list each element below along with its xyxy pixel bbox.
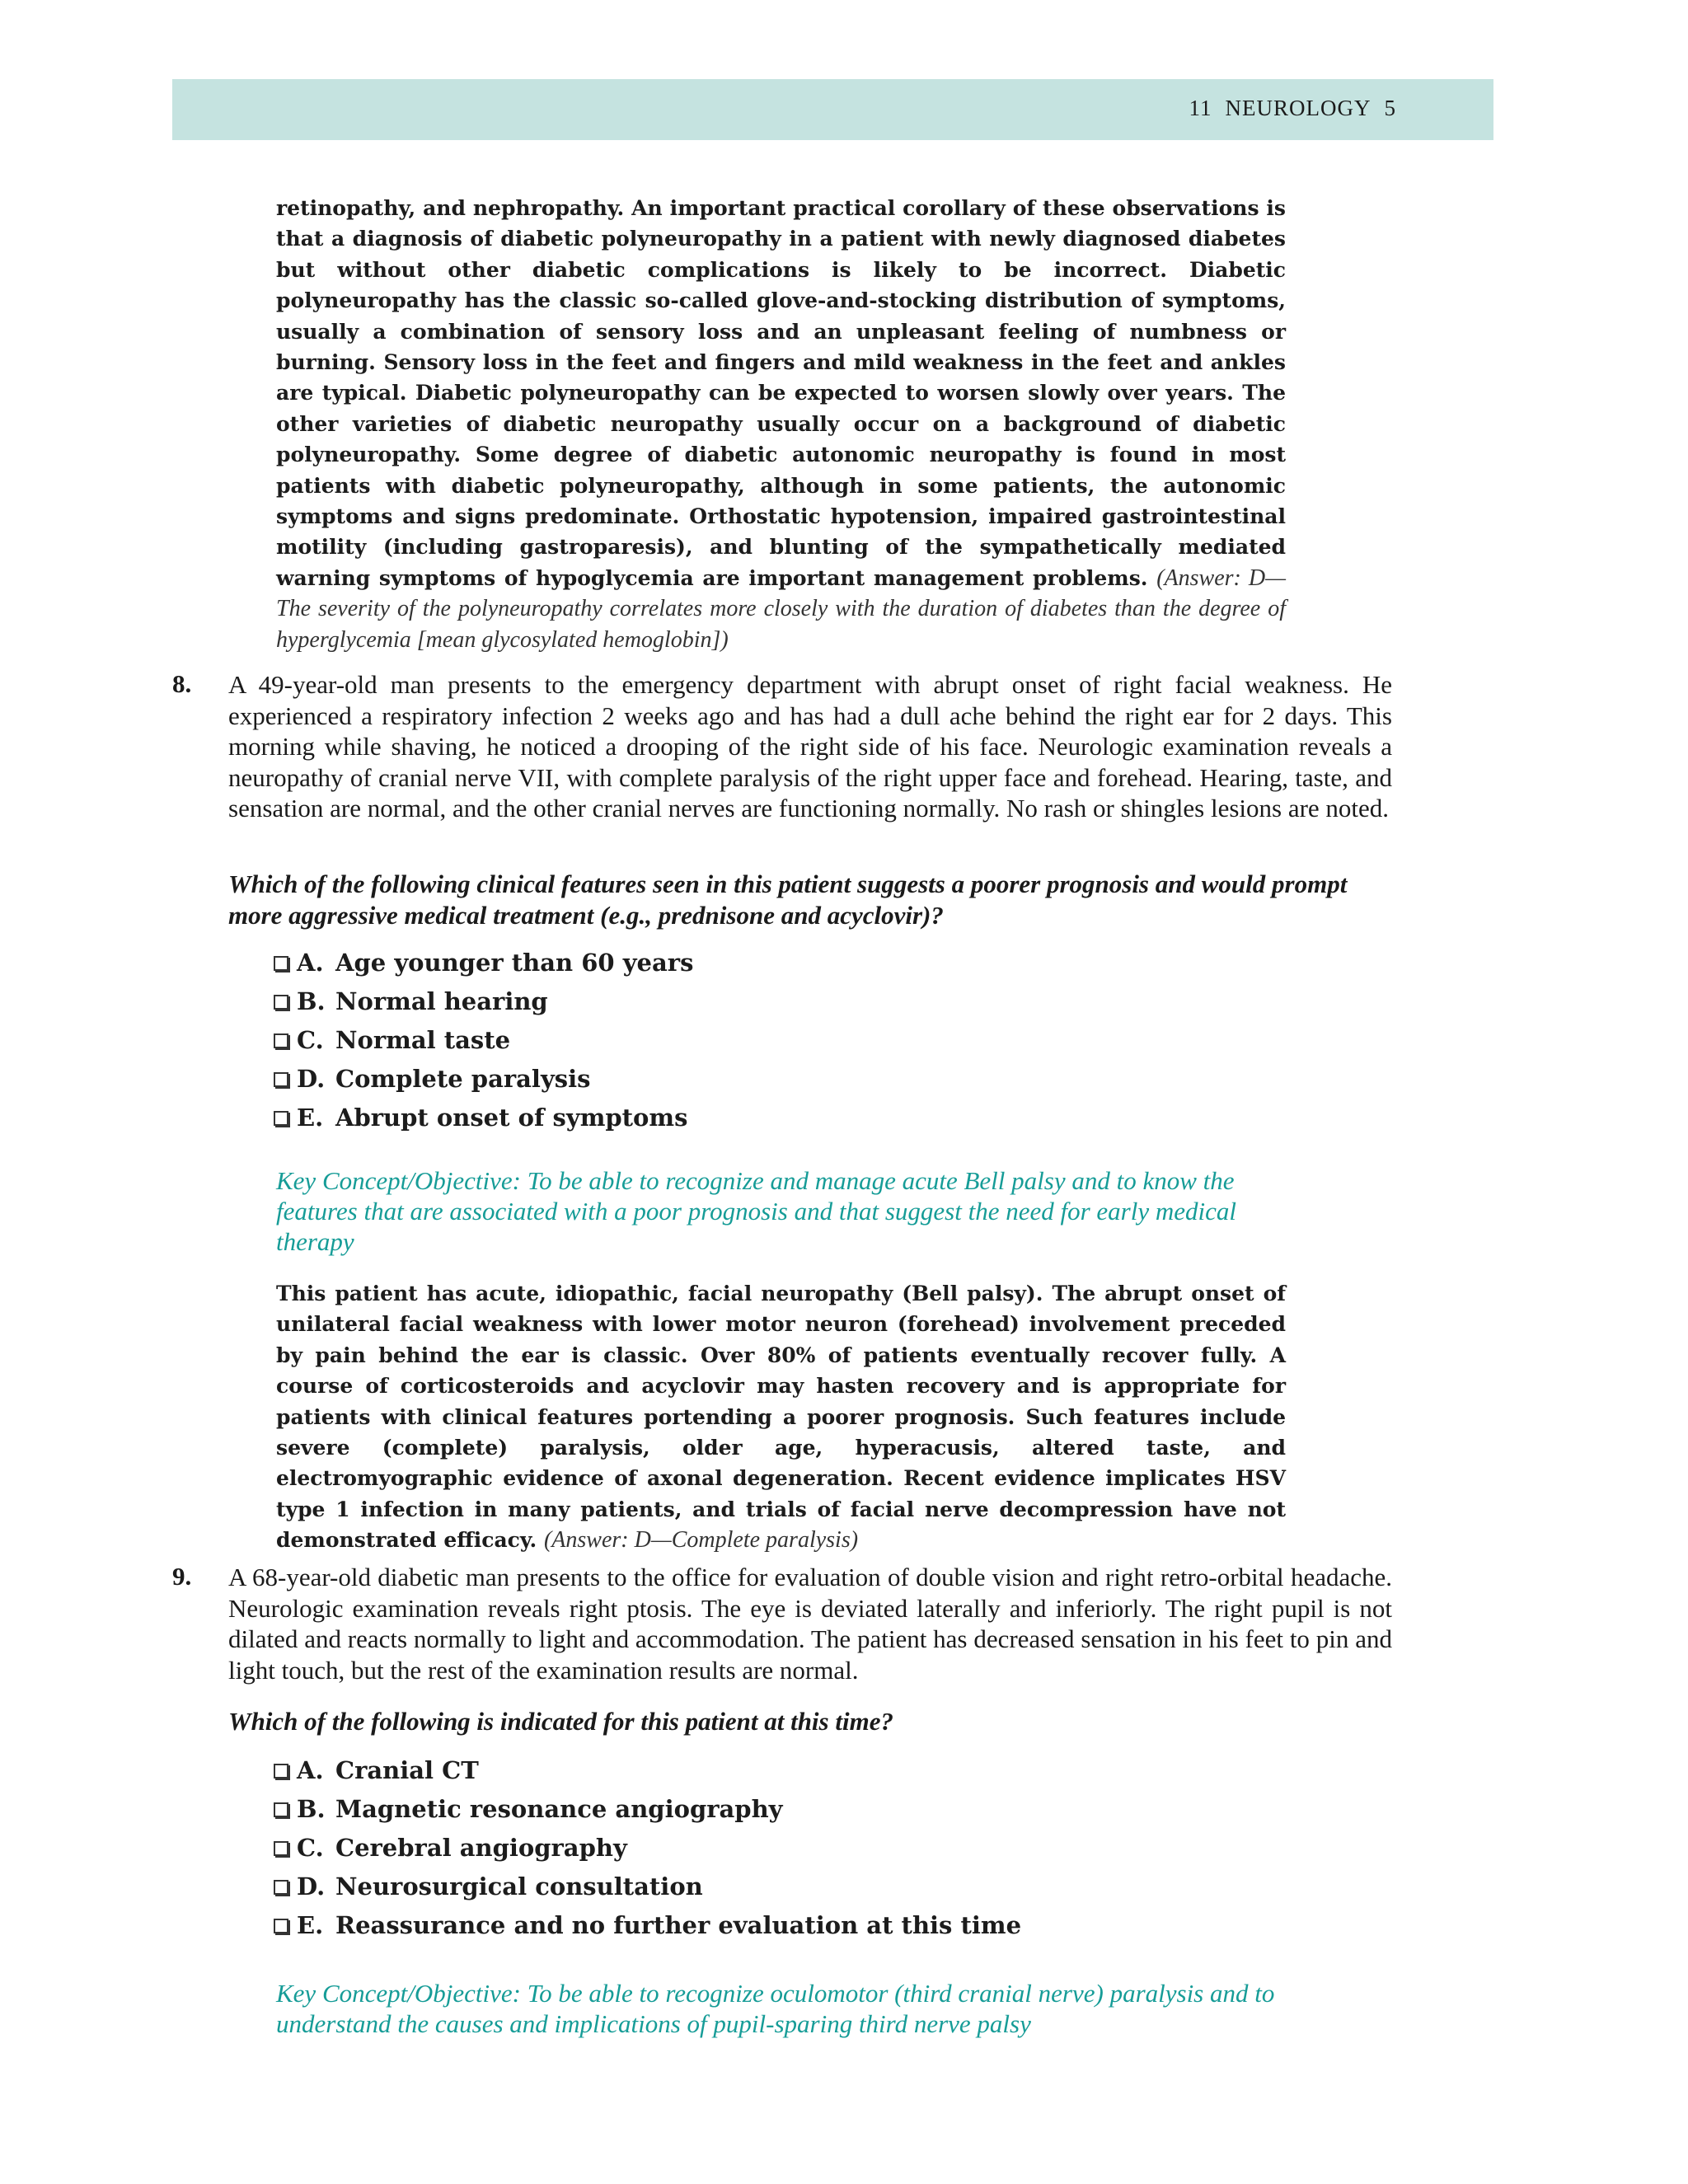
q9-option-a[interactable]	[274, 1750, 1021, 1789]
q8-option-c[interactable]	[274, 1020, 693, 1059]
checkbox-icon[interactable]	[274, 1802, 288, 1817]
section-title: NEUROLOGY	[1225, 96, 1372, 120]
q9-option-b[interactable]	[274, 1789, 1021, 1828]
checkbox-icon[interactable]	[274, 1841, 288, 1856]
option-letter: C.	[297, 1833, 324, 1862]
q9-option-d[interactable]	[274, 1867, 1021, 1905]
q7-explanation	[276, 193, 1286, 655]
q8-stem: A 49-year-old man presents to the emergency department with abrupt onset of right facial weakness. He experienced a respiratory infection 2 weeks ago and has had a dull ache behind the right ear for 2 days. This morning while shaving, he noticed a drooping of the right side of his face. Neurologic examination reveals a neuropathy of cranial nerve VII, with complete paralysis of the right upper face and forehead. Hearing, taste, and sensation are normal, and the other cranial nerves are functioning normally. No rash or shingles lesions are noted.	[228, 670, 1392, 823]
option-text: Cerebral angiography	[335, 1833, 627, 1862]
option-letter: A.	[297, 1755, 324, 1784]
option-text: Magnetic resonance angiography	[335, 1794, 783, 1823]
option-letter: D.	[297, 1064, 326, 1093]
q7-answer: (Answer: D—The severity of the polyneuropathy correlates more closely with the duration of diabetes than the degree of hyperglycemia [mean glycosylated hemoglobin])	[276, 565, 1286, 653]
q8-answer: (Answer: D—Complete paralysis)	[543, 1527, 859, 1554]
option-letter: B.	[297, 1794, 326, 1823]
q9-option-c[interactable]	[274, 1828, 1021, 1867]
option-text: Neurosurgical consultation	[335, 1872, 703, 1900]
q7-explanation-text: retinopathy, and nephropathy. An important practical corollary of these observations is that a diagnosis of diabetic polyneuropathy in a patient with newly diagnosed diabetes but without other diabetic complications is likely to be incorrect. Diabetic polyneuropathy has the classic so-called glove-and-stocking distribution of symptoms, usually a combination of sensory loss and an unpleasant feeling of numbness or burning. Sensory loss in the feet and fingers and mild weakness in the feet and ankles are typical. Diabetic polyneuropathy can be expected to worsen slowly over years. The other varieties of diabetic neuropathy usually occur on a background of diabetic polyneuropathy. Some degree of diabetic autonomic neuropathy is found in most patients with diabetic polyneuropathy, although in some patients, the autonomic symptoms and signs predominate. Orthostatic hypotension, impaired gastrointestinal motility (including gastroparesis), and blunting of the sympathetically mediated warning symptoms of hypoglycemia are important management problems.	[276, 196, 1286, 590]
checkbox-icon[interactable]	[274, 1111, 288, 1126]
q8-options	[274, 943, 693, 1137]
q8-number: 8.	[172, 669, 192, 698]
option-text: Cranial CT	[335, 1755, 479, 1784]
option-letter: E.	[297, 1103, 324, 1132]
option-letter: E.	[297, 1910, 324, 1939]
checkbox-icon[interactable]	[274, 1033, 288, 1048]
q9-option-e[interactable]	[274, 1905, 1021, 1944]
option-text: Abrupt onset of symptoms	[335, 1103, 688, 1132]
q8-explanation-text: This patient has acute, idiopathic, facial neuropathy (Bell palsy). The abrupt onset of unilateral facial weakness with lower motor neuron (forehead) involvement preceded by pain behind the ear is classic. Over 80% of patients eventually recover fully. A course of corticosteroids and acyclovir may hasten recovery and is appropriate for patients with clinical features portending a poorer prognosis. Such features include severe (complete) paralysis, older age, hyperacusis, altered taste, and electromyographic evidence of axonal degeneration. Recent evidence implicates HSV type 1 infection in many patients, and trials of facial nerve decompression have not demonstrated efficacy.	[276, 1282, 1286, 1553]
q8-key-concept: Key Concept/Objective: To be able to recognize and manage acute Bell palsy and to know the features that are associated with a poor prognosis and that suggest the need for early medical therapy	[276, 1166, 1236, 1256]
q9-prompt: Which of the following is indicated for this patient at this time?	[228, 1707, 893, 1736]
checkbox-icon[interactable]	[274, 1880, 288, 1895]
option-letter: D.	[297, 1872, 326, 1900]
option-text: Reassurance and no further evaluation at this time	[335, 1910, 1022, 1939]
checkbox-icon[interactable]	[274, 995, 288, 1010]
q9-number: 9.	[172, 1562, 192, 1591]
option-letter: C.	[297, 1025, 324, 1054]
q8-option-a[interactable]	[274, 943, 693, 982]
page-number: 5	[1384, 96, 1396, 120]
checkbox-icon[interactable]	[274, 1764, 288, 1779]
option-text: Normal taste	[335, 1025, 511, 1054]
option-letter: A.	[297, 948, 324, 977]
q9-key-concept: Key Concept/Objective: To be able to recognize oculomotor (third cranial nerve) paralysis and to understand the causes and implications of pupil-sparing third nerve palsy	[276, 1979, 1275, 2038]
q9-options	[274, 1750, 1021, 1944]
option-text: Normal hearing	[335, 987, 548, 1015]
option-text: Complete paralysis	[335, 1064, 591, 1093]
running-header	[172, 79, 1493, 140]
header-text	[1176, 96, 1397, 121]
checkbox-icon[interactable]	[274, 956, 288, 971]
checkbox-icon[interactable]	[274, 1919, 288, 1933]
q8-prompt: Which of the following clinical features seen in this patient suggests a poorer prognosis and would prompt more aggressive medical treatment (e.g., prednisone and acyclovir)?	[228, 869, 1348, 930]
q8-option-b[interactable]	[274, 982, 693, 1020]
q8-explanation	[276, 1278, 1286, 1556]
q8-option-d[interactable]	[274, 1059, 693, 1098]
option-letter: B.	[297, 987, 326, 1015]
option-text: Age younger than 60 years	[335, 948, 694, 977]
q8-option-e[interactable]	[274, 1098, 693, 1137]
q9-stem: A 68-year-old diabetic man presents to the office for evaluation of double vision and right retro-orbital headache. Neurologic examination reveals right ptosis. The eye is deviated laterally and inferiorly. The right pupil is not dilated and reacts normally to light and accommodation. The patient has decreased sensation in his feet to pin and light touch, but the rest of the examination results are normal.	[228, 1563, 1392, 1685]
chapter-number: 11	[1189, 96, 1212, 120]
checkbox-icon[interactable]	[274, 1072, 288, 1087]
